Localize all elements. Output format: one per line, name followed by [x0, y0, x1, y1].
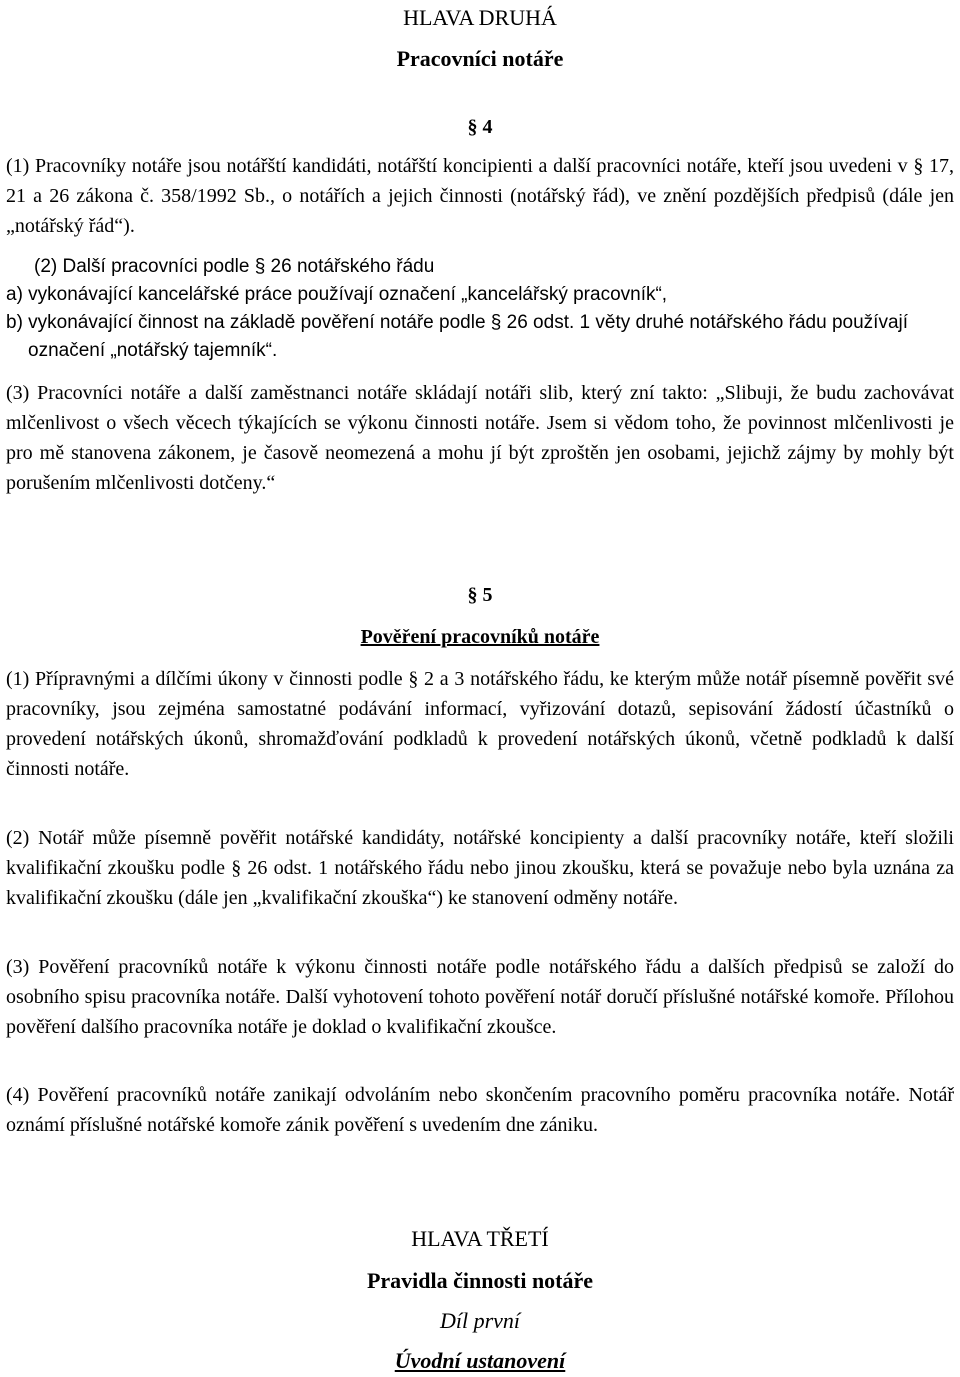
- section-5-paragraph-4: (4) Pověření pracovníků notáře zanikají odvoláním nebo skončením pracovního poměru pracovníka notáře. Notář oznámí příslušné notářské komoře zánik pověření s uvedením dne zániku.: [6, 1084, 954, 1136]
- section-5-number: § 5: [467, 584, 493, 606]
- section-4-paragraph-2: [0, 253, 960, 365]
- section-4-number: § 4: [467, 116, 493, 138]
- chapter-3-title: Pravidla činnosti notáře: [366, 1268, 594, 1293]
- section-4-paragraph-3: (3) Pracovníci notáře a další zaměstnanci notáře skládají notáři slib, který zní takto: „Slibuji, že budu zachovávat mlčenlivost o všech věcech týkajících se výkonu činnosti notáře. Jsem si vědom toho, že povinnost mlčenlivosti je pro mě stanovena zákonem, je časově neomezená a mohu jí být zproštěn jen osobami, jejichž zájmy by mohly být porušením mlčenlivosti dotčeny.“: [6, 382, 954, 494]
- chapter-2-heading: HLAVA DRUHÁ: [403, 5, 557, 30]
- part-1-heading: Díl první: [439, 1308, 521, 1333]
- section-4-paragraph-2-intro: (2) Další pracovníci podle § 26 notářského řádu: [34, 256, 435, 277]
- chapter-3-heading: HLAVA TŘETÍ: [411, 1226, 549, 1251]
- section-4-item-b: b) vykonávající činnost na základě pověření notáře podle § 26 odst. 1 věty druhé notářského řádu používají označení „notářský tajemník“.: [6, 312, 909, 361]
- section-4-item-a: a) vykonávající kancelářské práce používají označení „kancelářský pracovník“,: [6, 284, 668, 305]
- chapter-2-title: Pracovníci notáře: [396, 46, 564, 71]
- section-5-paragraph-1: (1) Přípravnými a dílčími úkony v činnosti podle § 2 a 3 notářského řádu, ke kterým může notář písemně pověřit své pracovníky, jsou zejména samostatné podávání informací, vyřizování dotazů, sepisování žádostí účastníků o provedení notářských úkonů, shromažďování podkladů k provedení notářských úkonů, včetně podkladů k další činnosti notáře.: [6, 668, 954, 780]
- section-5-paragraph-2: (2) Notář může písemně pověřit notářské kandidáty, notářské koncipienty a další pracovníky notáře, kteří složili kvalifikační zkoušku podle § 26 odst. 1 notářského řádu nebo jinou zkoušku, která se považuje nebo byla uznána za kvalifikační zkoušku (dále jen „kvalifikační zkouška“) ke stanovení odměny notáře.: [6, 827, 954, 909]
- section-5-title: Pověření pracovníků notáře: [360, 626, 600, 648]
- part-1-title: Úvodní ustanovení: [394, 1348, 566, 1373]
- section-5-paragraph-3: (3) Pověření pracovníků notáře k výkonu činnosti notáře podle notářského řádu a dalších předpisů se založí do osobního spisu pracovníka notáře. Další vyhotovení tohoto pověření notář doručí příslušné notářské komoře. Přílohou pověření dalšího pracovníka notáře je doklad o kvalifikační zkoušce.: [6, 956, 954, 1038]
- section-4-paragraph-1: (1) Pracovníky notáře jsou notářští kandidáti, notářští koncipienti a další pracovníci notáře, kteří jsou uvedeni v § 17, 21 a 26 zákona č. 358/1992 Sb., o notářích a jejich činnosti (notářský řád), ve znění pozdějších předpisů (dále jen „notářský řád“).: [6, 155, 954, 237]
